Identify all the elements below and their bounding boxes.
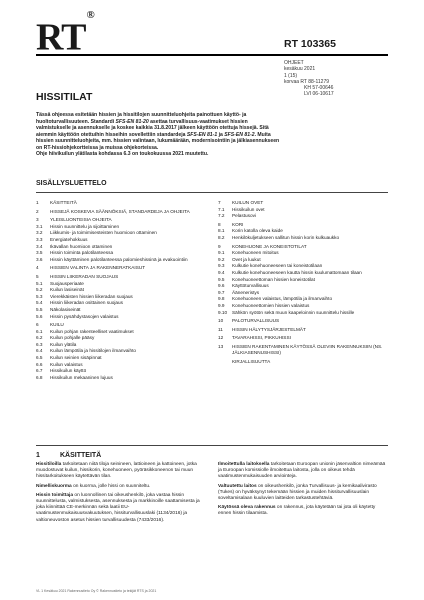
toc-entry[interactable] bbox=[218, 222, 393, 229]
meta-pages: 1 (15) bbox=[284, 72, 298, 79]
toc-entry-title: Hissikuilun ovet bbox=[232, 206, 265, 212]
toc-entry-number: 5.5 bbox=[36, 306, 43, 312]
definition-text: tarkoitetaan niitä tiloja seinineen, lattioineen ja kattoineen, jotka muodostuvat kuilun, hissikorin, konehuoneen, pyöräsikkoneenon tai muun hissitarkoitukseen käytettävän tilan. bbox=[36, 462, 197, 480]
toc-entry-title: KIRJALLISUUTTA bbox=[232, 359, 271, 365]
toc-entry[interactable] bbox=[36, 287, 216, 294]
toc-entry[interactable] bbox=[36, 314, 216, 321]
meta-type: OHJEET bbox=[284, 60, 304, 66]
toc-entry-number: 5.2 bbox=[36, 287, 43, 293]
toc-entry-title: HISSIN HÄLYTYSJÄRJESTELMÄT bbox=[232, 326, 306, 332]
toc-entry-title: Ikävallan huomioon ottaminen bbox=[50, 243, 113, 249]
toc-entry-title: Kuilun lasiseinät bbox=[50, 287, 84, 293]
toc-entry-number: 10 bbox=[218, 318, 224, 324]
toc-entry-number: 5.6 bbox=[36, 313, 43, 319]
toc-entry[interactable] bbox=[36, 342, 216, 349]
toc-right-column bbox=[218, 198, 393, 366]
definitions-left-column bbox=[36, 462, 206, 527]
toc-entry-number: 9.6 bbox=[218, 283, 225, 289]
toc-entry[interactable] bbox=[218, 228, 393, 235]
toc-entry-number: 11 bbox=[218, 326, 223, 332]
toc-entry-number: 3 bbox=[36, 217, 39, 223]
toc-entry-title: Kulkutie konehuoneeseen tai koneistotilaan bbox=[232, 263, 323, 269]
toc-entry-title: Hissin liikeradan osittainen suojaus bbox=[50, 300, 123, 306]
toc-entry-title: Hissin pysähdystasojen valaistus bbox=[50, 313, 119, 319]
toc-entry-title: Kuilun pohjalle pääsy bbox=[50, 335, 95, 341]
toc-entry-title: Pelastusovi bbox=[232, 213, 256, 219]
toc-entry[interactable] bbox=[36, 294, 216, 301]
toc-entry[interactable] bbox=[218, 290, 393, 297]
toc-entry-title: Konehuoneen valaistus, lämpötila ja ilmanvaihto bbox=[232, 296, 333, 302]
toc-entry-number: 3.4 bbox=[36, 243, 43, 249]
toc-entry[interactable] bbox=[218, 310, 393, 317]
toc-entry[interactable] bbox=[218, 213, 393, 220]
toc-entry[interactable] bbox=[218, 318, 393, 325]
toc-entry[interactable] bbox=[36, 274, 216, 281]
toc-entry-title: Näkolasiseinät bbox=[50, 306, 81, 312]
toc-entry-title: Hissin käyttäminen palotilanteessa palomieshissinä ja evakuointiin bbox=[50, 256, 188, 262]
toc-entry-number: 4 bbox=[36, 265, 39, 271]
toc-entry-title: Kuilun valaistus bbox=[50, 361, 83, 367]
toc-entry-title: Kuilun seinien sisäpinnat bbox=[50, 355, 102, 361]
toc-entry-title: KÄSITTEITÄ bbox=[50, 200, 77, 205]
definition-paragraph bbox=[36, 462, 206, 481]
definition-term: Hissitiloilla bbox=[36, 462, 62, 467]
toc-entry-title: Hissikuilun mekaaninen lujuus bbox=[50, 374, 113, 380]
rt-logo: RT® bbox=[36, 9, 94, 59]
toc-entry-title: Suojausperiaate bbox=[50, 280, 84, 286]
definition-term: Nimelliskuorma bbox=[36, 483, 72, 489]
section-divider bbox=[36, 445, 388, 446]
toc-entry-number: 6 bbox=[36, 322, 39, 328]
toc-entry[interactable] bbox=[218, 296, 393, 303]
toc-entry-number: 3.1 bbox=[36, 223, 43, 229]
toc-entry-title: HISSIEN RAKENTAMINEN KÄYTÖSSÄ OLEVIIN RAKENNUKSIIN (NS. JÄLKIASENNUSHISSI) bbox=[232, 343, 383, 356]
definition-paragraph bbox=[218, 505, 388, 517]
toc-entry-title: Konehuoneen mitoitus bbox=[232, 250, 279, 256]
toc-entry-title: TAVARAHISSI, PIKKUHISSI bbox=[232, 335, 291, 341]
toc-entry-number: 5.4 bbox=[36, 300, 43, 306]
page-title: HISSITILAT bbox=[36, 91, 93, 103]
toc-entry-number: 9.8 bbox=[218, 296, 225, 302]
toc-entry[interactable] bbox=[36, 281, 216, 288]
definition-paragraph bbox=[36, 484, 206, 490]
toc-entry-number: 2 bbox=[36, 208, 39, 214]
toc-entry-title: Energiatehokkuus bbox=[50, 236, 88, 242]
toc-entry-number: 9.3 bbox=[218, 263, 225, 269]
toc-entry-number: 9.1 bbox=[218, 250, 225, 256]
toc-entry[interactable] bbox=[36, 335, 216, 342]
definition-text: on rakennus, jota käytetään tai jota oli käytetty ennen hissin tilaamista. bbox=[218, 505, 376, 517]
toc-entry-title: Kulkutie konehuoneeseen kautta hissin kuulumattomaan tilaan bbox=[232, 269, 362, 275]
meta-lvi-code: LVI 06-10617 bbox=[304, 91, 334, 98]
meta-date: kesäkuu 2021 bbox=[284, 66, 316, 73]
definition-text: on luonnollinen tai oikeushenkilö, joka vastaa hissin suunnittelusta, valmistuksesta, asennuksesta ja markkinoille saattamisesta ja joka kiinnittää CE-merkinnän sekä laatii EU-vaatimustenmukaisuusvakuutuksen, hissiturvallisuuslaki (1134/2016) ja valtioneuvoston asetus hissien turvallisuudesta (7433/2016). bbox=[36, 492, 200, 523]
toc-entry-number: 9.7 bbox=[218, 289, 225, 295]
toc-entry-number: 9.4 bbox=[218, 269, 225, 275]
toc-entry[interactable] bbox=[36, 200, 216, 207]
toc-entry-title: Kuilun lämpötila ja hissitilojen ilmanvaihto bbox=[50, 348, 136, 354]
toc-entry-number: 7 bbox=[218, 200, 221, 205]
toc-entry[interactable] bbox=[218, 263, 393, 270]
toc-entry-title: HISSIEN VALINTA JA RAKENNERATKAISUT bbox=[50, 265, 146, 271]
card-meta bbox=[284, 60, 334, 98]
toc-entry[interactable] bbox=[218, 244, 393, 251]
header-divider bbox=[36, 54, 388, 56]
toc-entry-number: 9 bbox=[218, 243, 221, 249]
section-title: KÄSITTEITÄ bbox=[60, 452, 102, 459]
page-footer: VL 1 Kesäkuu 2021 Rakennustieto Oy © Rakennustieto ja tekijät RTS ja 2021 bbox=[36, 589, 157, 593]
toc-entry-title: Käyttöturvallisuus bbox=[232, 283, 269, 289]
toc-entry[interactable] bbox=[36, 250, 216, 257]
toc-left-column bbox=[36, 198, 216, 381]
toc-title: SISÄLLYSLUETTELO bbox=[36, 180, 107, 187]
toc-entry[interactable] bbox=[218, 277, 393, 284]
toc-entry[interactable] bbox=[36, 307, 216, 314]
toc-entry-number: 3.6 bbox=[36, 256, 43, 262]
definition-text: on kuorma, jolle hissi on suunniteltu. bbox=[71, 483, 151, 489]
toc-entry[interactable] bbox=[36, 244, 216, 251]
toc-entry[interactable] bbox=[218, 327, 393, 334]
toc-entry[interactable] bbox=[218, 257, 393, 264]
definition-term: Valtuutettu laitos bbox=[218, 483, 257, 489]
toc-entry[interactable] bbox=[218, 235, 393, 242]
toc-entry-number: 9.5 bbox=[218, 276, 225, 282]
toc-entry-title: Hissin toiminta palotilanteessa bbox=[50, 250, 114, 256]
toc-entry-title: Henkilökuljetukseen sallitun hissin korin kulkuaukko bbox=[232, 234, 340, 240]
toc-entry[interactable] bbox=[36, 257, 216, 264]
toc-entry-number: 8.2 bbox=[218, 234, 225, 240]
toc-entry[interactable] bbox=[218, 359, 393, 366]
toc-entry[interactable] bbox=[36, 368, 216, 375]
toc-entry-title: HISSEJÄ KOSKEVIA SÄÄNNÖKSIÄ, STANDARDEJA JA OHJEITA bbox=[50, 208, 190, 214]
toc-entry-title: Hissin suunnittelu ja sijoittaminen bbox=[50, 223, 120, 229]
toc-entry-title: Konehuoneettomien hissien valaistus bbox=[232, 302, 310, 308]
toc-entry-number: 3.2 bbox=[36, 230, 43, 236]
definition-term: Käytössä oleva rakennus bbox=[218, 505, 276, 511]
toc-entry-title: KUILUN OVET bbox=[232, 200, 264, 205]
toc-entry[interactable] bbox=[36, 237, 216, 244]
toc-entry[interactable] bbox=[36, 355, 216, 362]
toc-entry[interactable] bbox=[36, 265, 216, 272]
toc-entry-title: Sähkön syötön sekä muun kaapeloinnin suunnittelu hissille bbox=[232, 309, 355, 315]
card-number: RT 103365 bbox=[284, 38, 336, 50]
toc-entry-number: 9.2 bbox=[218, 256, 225, 262]
toc-entry[interactable] bbox=[36, 224, 216, 231]
definition-paragraph bbox=[218, 484, 388, 503]
toc-entry-title: Korin katolla oleva kaide bbox=[232, 228, 283, 234]
definition-text: tarkoitetaan Euroopan unionin jäsenvaltion nimeämää ja Euroopan komissiolle ilmoitettua laitosta, jolla on oikeus tehdä vaatimustenmukaisuuden arviointeja. bbox=[218, 462, 386, 480]
toc-entry[interactable] bbox=[36, 322, 216, 329]
toc-entry[interactable] bbox=[36, 300, 216, 307]
section-heading bbox=[36, 452, 101, 459]
toc-entry-number: 6.5 bbox=[36, 355, 43, 361]
toc-entry-number: 6.7 bbox=[36, 368, 43, 374]
toc-entry-title: KONEHUONE JA KONEISTOTILAT bbox=[232, 243, 307, 249]
toc-entry[interactable] bbox=[36, 348, 216, 355]
toc-entry-number: 5 bbox=[36, 273, 39, 279]
toc-entry-title: Liikkumis- ja toimimisesteisten huomioon ottaminen bbox=[50, 230, 157, 236]
toc-entry-number: 9.10 bbox=[218, 309, 228, 315]
toc-entry-number: 6.4 bbox=[36, 348, 43, 354]
toc-entry[interactable] bbox=[218, 303, 393, 310]
toc-entry[interactable] bbox=[218, 200, 393, 207]
toc-entry-title: KORI bbox=[232, 221, 244, 227]
toc-entry-number: 6.8 bbox=[36, 374, 43, 380]
toc-entry[interactable] bbox=[218, 207, 393, 214]
toc-entry-number: 8.1 bbox=[218, 228, 225, 234]
definition-term: Hissin toimittaja bbox=[36, 492, 74, 498]
toc-entry[interactable] bbox=[218, 344, 393, 357]
toc-entry-number: 6.6 bbox=[36, 361, 43, 367]
section-number: 1 bbox=[36, 452, 40, 459]
toc-entry-number: 12 bbox=[218, 335, 224, 341]
definition-text: on oikeushenkilö, jonka Turvallisuus- ja kemikaalivirasto (Tukes) on hyväksynyt tekemään hissien ja muiden hissiturvallisuuslain soveltamisalaan kuuluvien laitteiden tarkastustehtäviä. bbox=[218, 483, 377, 502]
toc-entry-title: PALOTURVALLISUUS bbox=[232, 318, 280, 324]
toc-entry-title: Ovet ja luukut bbox=[232, 256, 261, 262]
toc-entry-title: HISSIN LIIKERADAN SUOJAUS bbox=[50, 273, 119, 279]
toc-entry[interactable] bbox=[36, 329, 216, 336]
toc-entry-number: 3.5 bbox=[36, 250, 43, 256]
definition-term: Ilmoitettulla laitoksella bbox=[218, 462, 270, 467]
meta-kh-code: KH 57-00646 bbox=[304, 85, 334, 92]
toc-entry-title: Vierekkäisten hissien liikeradan suojaus bbox=[50, 293, 133, 299]
toc-entry-title: YLEISLUONTEISIA OHJEITA bbox=[50, 217, 112, 223]
toc-entry-title: Kuilun pohjan rakenteelliset vaatimukset bbox=[50, 328, 134, 334]
toc-entry-number: 1 bbox=[36, 200, 39, 205]
toc-entry[interactable] bbox=[218, 270, 393, 277]
toc-entry[interactable] bbox=[218, 283, 393, 290]
toc-entry-number bbox=[218, 359, 232, 366]
toc-entry-number: 9.9 bbox=[218, 302, 225, 308]
definition-paragraph bbox=[36, 493, 206, 524]
toc-entry-title: KUILU bbox=[50, 322, 64, 328]
toc-entry[interactable] bbox=[36, 230, 216, 237]
toc-divider bbox=[36, 192, 388, 193]
toc-entry-title: Kuilun ylätila bbox=[50, 341, 77, 347]
toc-entry-number: 13 bbox=[218, 343, 224, 349]
toc-entry-number: 6.2 bbox=[36, 335, 43, 341]
toc-entry[interactable] bbox=[36, 209, 216, 216]
toc-entry-title: Ääneneristys bbox=[232, 289, 260, 295]
toc-entry[interactable] bbox=[218, 335, 393, 342]
toc-entry-number: 6.1 bbox=[36, 328, 43, 334]
definitions-right-column bbox=[218, 462, 388, 521]
toc-entry-number: 5.3 bbox=[36, 293, 43, 299]
toc-entry[interactable] bbox=[36, 362, 216, 369]
toc-entry-number: 3.3 bbox=[36, 236, 43, 242]
meta-replaces: korvaa RT 88-11279 bbox=[284, 78, 330, 85]
toc-entry-number: 5.1 bbox=[36, 280, 43, 286]
toc-entry-title: Hissikuilun käyttö bbox=[50, 368, 87, 374]
toc-entry-number: 6.3 bbox=[36, 341, 43, 347]
toc-entry-number: 7.1 bbox=[218, 206, 225, 212]
toc-entry-number: 8 bbox=[218, 221, 221, 227]
toc-entry[interactable] bbox=[36, 217, 216, 224]
toc-entry-number: 7.2 bbox=[218, 213, 225, 219]
intro-text: Tässä ohjeessa esitetään hissien ja hissitilojen suunnitteluohjeita painottuen käyttö- ja huoltoturvallisuuteen. Standardi SFS-EN 81-20 asettaa turvallisuus-vaatimukset hissien valmistukselle ja asennukselle ja koskee kaikkia 31.8.2017 jälkeen käyttöön otettuja hissejä. Sitä aiemmin käyttöön otettuihin hisseihin sovellettiin standardeja SFS-EN 81-1 ja SFS-EN 81-2. Muita hissien suunnitteluohjeita, mm. hissien valintaan, lukumäärään, modernisointiin ja jälkiasennukseen on RT-hissiohjekortteissa ja muissa ohjekorteissa. Ohje hiivikuilun ylätilasta kohdassa 6.3 on toukokuussa 2021 muutettu. bbox=[36, 112, 280, 157]
toc-entry[interactable] bbox=[218, 250, 393, 257]
toc-entry[interactable] bbox=[36, 375, 216, 382]
toc-entry-title: Konehuoneettoman hissien koneistotilat bbox=[232, 276, 315, 282]
definition-paragraph bbox=[218, 462, 388, 481]
